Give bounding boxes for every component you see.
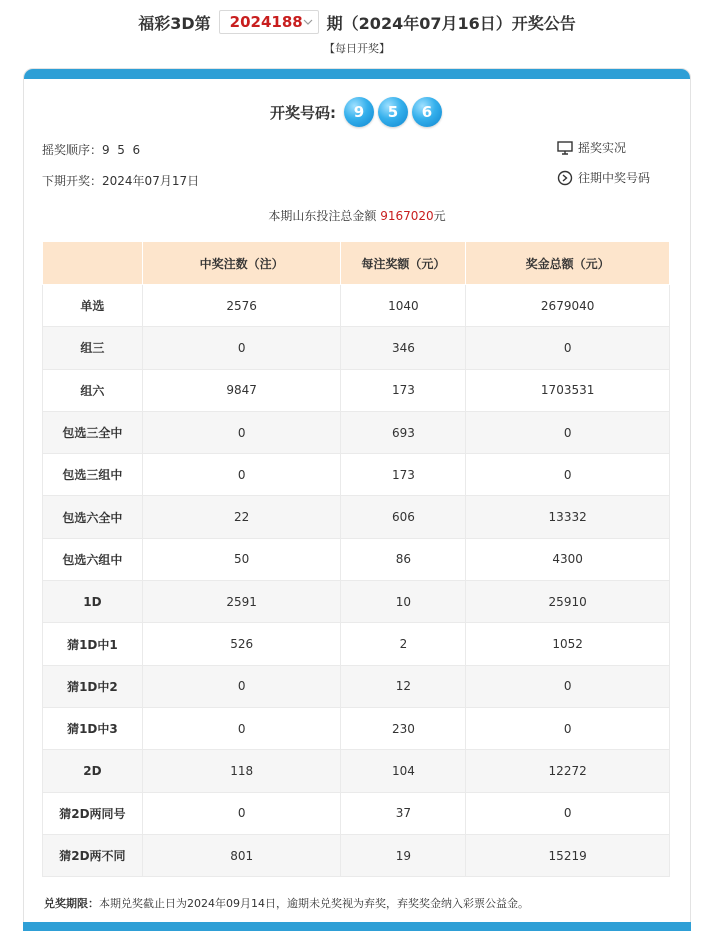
prize-value-cell: 2576	[142, 285, 341, 327]
prize-name-cell: 2D	[43, 750, 143, 792]
prize-value-cell: 173	[341, 369, 466, 411]
table-row	[43, 792, 670, 834]
draw-order-value: 9 5 6	[102, 143, 141, 157]
prize-value-cell: 15219	[466, 834, 670, 876]
page-title	[0, 8, 714, 36]
table-row	[43, 538, 670, 580]
history-link[interactable]	[556, 169, 650, 186]
prize-value-cell: 25910	[466, 581, 670, 623]
winning-label: 开奖号码:	[270, 103, 336, 122]
prize-name-cell: 包选三全中	[43, 411, 143, 453]
prize-value-cell: 10	[341, 581, 466, 623]
winning-numbers	[24, 97, 690, 127]
prize-value-cell: 22	[142, 496, 341, 538]
prize-value-cell: 1052	[466, 623, 670, 665]
card-top-bar	[24, 69, 690, 79]
prize-table	[42, 241, 670, 877]
prize-value-cell: 2591	[142, 581, 341, 623]
subtitle: 【每日开奖】	[324, 42, 390, 55]
prize-value-cell: 346	[341, 327, 466, 369]
table-header	[43, 242, 143, 285]
sales-total	[24, 207, 690, 224]
prize-value-cell: 0	[142, 327, 341, 369]
prize-name-cell: 猜2D两不同	[43, 834, 143, 876]
prize-value-cell: 9847	[142, 369, 341, 411]
card-bottom-bar	[23, 922, 691, 931]
table-row	[43, 581, 670, 623]
prize-name-cell: 组六	[43, 369, 143, 411]
history-icon	[556, 170, 574, 186]
prize-value-cell: 0	[142, 411, 341, 453]
issue-select[interactable]	[219, 10, 319, 34]
prize-value-cell: 50	[142, 538, 341, 580]
number-ball: 9	[344, 97, 374, 127]
prize-name-cell: 包选六全中	[43, 496, 143, 538]
prize-name-cell: 猜2D两同号	[43, 792, 143, 834]
prize-value-cell: 4300	[466, 538, 670, 580]
prize-value-cell: 19	[341, 834, 466, 876]
next-draw-label: 下期开奖：	[42, 174, 103, 188]
table-row	[43, 496, 670, 538]
prize-name-cell: 包选三组中	[43, 454, 143, 496]
prize-value-cell: 526	[142, 623, 341, 665]
prize-value-cell: 0	[466, 327, 670, 369]
live-draw-label: 摇奖实况	[578, 141, 627, 155]
prize-name-cell: 组三	[43, 327, 143, 369]
issue-value: 2024188	[229, 13, 303, 31]
table-row	[43, 665, 670, 707]
table-row	[43, 369, 670, 411]
sales-amount: 9167020	[380, 209, 434, 223]
prize-value-cell: 0	[142, 454, 341, 496]
claim-deadline	[44, 895, 529, 911]
table-header: 中奖注数（注）	[142, 242, 341, 285]
sales-suffix: 元	[433, 209, 446, 223]
prize-value-cell: 173	[341, 454, 466, 496]
prize-name-cell: 猜1D中3	[43, 707, 143, 749]
prize-value-cell: 606	[341, 496, 466, 538]
prize-value-cell: 2679040	[466, 285, 670, 327]
next-draw	[42, 172, 199, 189]
prize-name-cell: 猜1D中2	[43, 665, 143, 707]
prize-table-body	[43, 285, 670, 877]
table-row	[43, 750, 670, 792]
table-row	[43, 623, 670, 665]
number-ball: 5	[378, 97, 408, 127]
prize-value-cell: 0	[466, 792, 670, 834]
prize-value-cell: 12	[341, 665, 466, 707]
prize-value-cell: 13332	[466, 496, 670, 538]
prize-name-cell: 1D	[43, 581, 143, 623]
deadline-text: 本期兑奖截止日为2024年09月14日，逾期未兑奖视为弃奖，弃奖奖金纳入彩票公益金。	[99, 897, 529, 910]
draw-order-label: 摇奖顺序：	[42, 143, 103, 157]
table-row	[43, 454, 670, 496]
sales-prefix: 本期山东投注总金额	[268, 209, 377, 223]
prize-value-cell: 230	[341, 707, 466, 749]
prize-value-cell: 0	[466, 411, 670, 453]
monitor-icon	[556, 140, 574, 156]
table-header: 每注奖额（元）	[341, 242, 466, 285]
prize-value-cell: 104	[341, 750, 466, 792]
prize-value-cell: 0	[142, 792, 341, 834]
table-row	[43, 834, 670, 876]
table-header-row	[43, 242, 670, 285]
prize-name-cell: 单选	[43, 285, 143, 327]
prize-value-cell: 2	[341, 623, 466, 665]
prize-name-cell: 猜1D中1	[43, 623, 143, 665]
prize-name-cell: 包选六组中	[43, 538, 143, 580]
prize-value-cell: 0	[142, 707, 341, 749]
prize-value-cell: 118	[142, 750, 341, 792]
prize-value-cell: 37	[341, 792, 466, 834]
deadline-label: 兑奖期限：	[44, 897, 99, 910]
prize-value-cell: 1703531	[466, 369, 670, 411]
prize-value-cell: 0	[466, 665, 670, 707]
table-row	[43, 285, 670, 327]
prize-value-cell: 12272	[466, 750, 670, 792]
live-draw-link[interactable]	[556, 139, 626, 156]
table-row	[43, 327, 670, 369]
prize-value-cell: 801	[142, 834, 341, 876]
prize-value-cell: 1040	[341, 285, 466, 327]
history-label: 往期中奖号码	[578, 171, 651, 185]
title-prefix: 福彩3D第	[138, 13, 211, 33]
table-row	[43, 707, 670, 749]
prize-value-cell: 0	[466, 707, 670, 749]
table-header: 奖金总额（元）	[466, 242, 670, 285]
prize-value-cell: 693	[341, 411, 466, 453]
next-draw-value: 2024年07月17日	[102, 174, 200, 188]
title-suffix: 期（2024年07月16日）开奖公告	[326, 13, 576, 33]
prize-value-cell: 0	[142, 665, 341, 707]
draw-card	[23, 68, 691, 928]
prize-value-cell: 0	[466, 454, 670, 496]
table-row	[43, 411, 670, 453]
chevron-down-icon	[303, 16, 313, 28]
prize-value-cell: 86	[341, 538, 466, 580]
number-ball: 6	[412, 97, 442, 127]
draw-order	[42, 141, 140, 158]
